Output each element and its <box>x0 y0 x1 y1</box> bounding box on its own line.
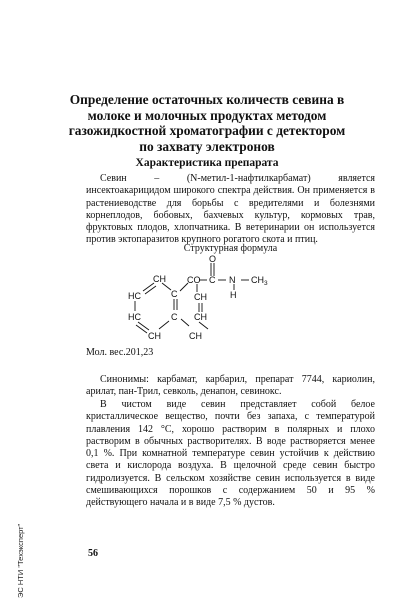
atom-h: H <box>230 290 237 300</box>
structural-formula <box>115 255 315 345</box>
page-title: Определение остаточных количеств севина в молоке и молочных продуктах методом газожидкостной хроматографии с детектором по захвату электронов <box>68 92 346 154</box>
atom-c-upper-fused: C <box>171 289 178 299</box>
description-text: Севин – (N-метил-1-нафтилкарбамат) является инсектоакарицидом широкого спектра действия. Он применяется в растениеводстве для борьбы с вредителями и болезнями корнеплодов, бобовых, бахчевых культур, кормовых трав, фруктовых плодов, хлопчатника. В ветеринарии он используется против эктопаразитов крупного рогатого скота и птиц. <box>86 173 375 246</box>
atom-hc-left-upper: HC <box>128 291 141 301</box>
atom-ch-top-right: CH <box>194 292 207 302</box>
atom-o: O <box>209 255 217 264</box>
atom-c: C <box>209 275 216 285</box>
side-stamp: ЭС НТИ "Техэксперт" <box>16 523 25 598</box>
synonyms-text: Синонимы: карбамат, карбарил, препарат 7744, кариолин, арилат, пан-Трил, севколь, денапон, севинокс. <box>86 374 375 398</box>
formula-caption: Структурная формула <box>183 243 278 254</box>
atom-hc-left-lower: HC <box>128 312 141 322</box>
atom-ch3: $CH_3$ <box>251 275 268 287</box>
atom-n: N <box>229 275 236 285</box>
atom-ch-bottom-left: CH <box>148 331 161 341</box>
section-heading: Характеристика препарата <box>135 157 279 169</box>
atom-ch-right-lower: CH <box>194 312 207 322</box>
page-number: 56 <box>88 548 98 559</box>
description-paragraph <box>86 173 375 247</box>
formula-atoms <box>128 255 268 341</box>
atom-ch-bottom-right: CH <box>189 331 202 341</box>
atom-ch-top-left: CH <box>153 274 166 284</box>
properties-text: В чистом виде севин представляет собой белое кристаллическое вещество, почти без запаха, с температурой плавления 142 °С, хорошо растворим в полярных и плохо растворим в обычных растворителях. В воде растворяется менее 0,1 %. При комнатной температуре севин устойчив к действию света и кислорода воздуха. В щелочной среде севин быстро гидролизуется. В сельском хозяйстве севин используется в виде смешивающихся порошков с содержанием 50 и 95 % действующего начала и в виде 7,5 % дустов. <box>86 399 375 509</box>
molecular-weight: Мол. вес.201,23 <box>86 347 154 358</box>
properties-paragraph <box>86 399 375 510</box>
atom-co: CO <box>187 275 201 285</box>
atom-c-lower-fused: C <box>171 312 178 322</box>
synonyms-paragraph <box>86 374 375 399</box>
